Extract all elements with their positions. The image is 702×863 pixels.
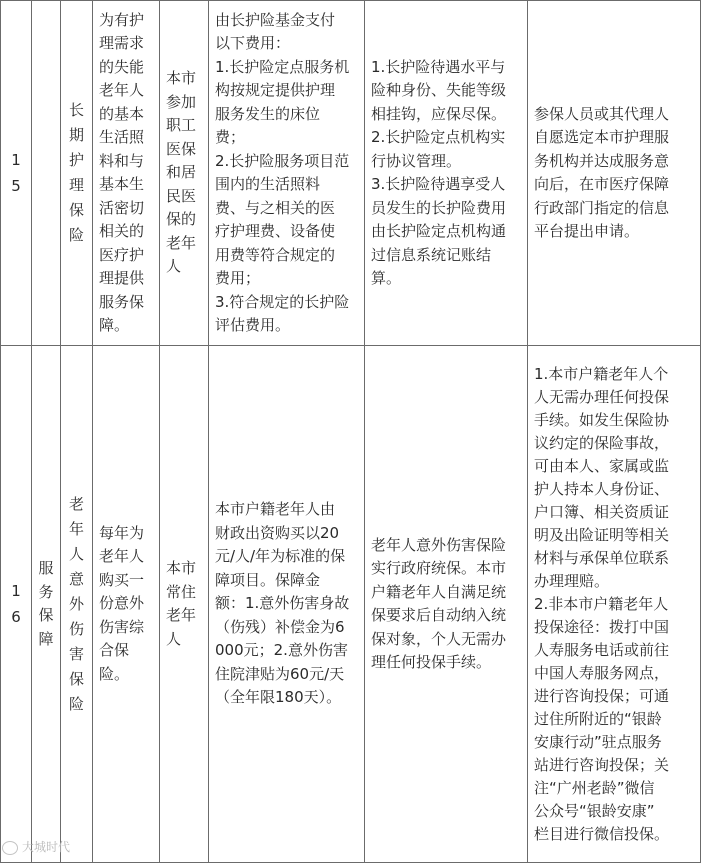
method-text: 参保人员或其代理人 自愿选定本市护理服 务机构并达成服务意 向后，在市医疗保障 行政部门指定的信息 平台提出申请。 bbox=[528, 1, 701, 346]
watermark bbox=[2, 838, 70, 855]
policy-text: 老年人意外伤害保险 实行政府统保。本市 户籍老年人自满足统 保要求后自动纳入统 保对象，个人无需办 理任何投保手续。 bbox=[365, 346, 528, 863]
row-category: 服 务 保 障 bbox=[32, 346, 61, 863]
target-group: 本市 参加 职工 医保 和居 民医 保的 老年 人 bbox=[160, 1, 209, 346]
weibo-icon bbox=[2, 841, 18, 855]
service-content: 为有护 理需求 的失能 老年人 的基本 生活照 料和与 基本生 活密切 相关的 医疗护 理提供 服务保 障。 bbox=[93, 1, 160, 346]
policy-text: 1.长护险待遇水平与 险种身份、失能等级 相挂钩，应保尽保。 2.长护险定点机构实 行协议管理。 3.长护险待遇享受人 员发生的长护险费用 由长护险定点机构通 过信息系统记账结 算。 bbox=[365, 1, 528, 346]
item-name: 长 期 护 理 保 险 bbox=[61, 1, 93, 346]
watermark-text: 大城时代 bbox=[22, 840, 71, 854]
standard-text: 本市户籍老年人由 财政出资购买以20 元/人/年为标准的保 障项目。保障金 额：1.意外伤害身故 （伤残）补偿金为6 000元；2.意外伤害 住院津贴为60元/天 （全年限180天）。 bbox=[209, 346, 365, 863]
table-row bbox=[1, 1, 701, 346]
method-text: 1.本市户籍老年人个 人无需办理任何投保 手续。如发生保险协 议约定的保险事故， 可由本人、家属或监 护人持本人身份证、 户口簿、相关资质证 明及出险证明等相关 材料与承保单位联系 办理理赔。 2.非本市户籍老年人 投保途径：拨打中国 人寿服务电话或前往 中国人寿服务网点， 进行咨询投保；可通 过住所附近的“银龄 安康行动”驻点服务 站进行咨询投保；关 注“广州老龄”微信 公众号“银龄安康” 栏目进行微信投保。 bbox=[528, 346, 701, 863]
standard-text: 由长护险基金支付 以下费用： 1.长护险定点服务机 构按规定提供护理 服务发生的床位 费； 2.长护险服务项目范 围内的生活照料 费、与之相关的医 疗护理费、设备使 用费等符合规定的 费用； 3.符合规定的长护险 评估费用。 bbox=[209, 1, 365, 346]
row-number: 1 5 bbox=[1, 1, 32, 346]
target-group: 本市 常住 老年 人 bbox=[160, 346, 209, 863]
row-category bbox=[32, 1, 61, 346]
service-content: 每年为 老年人 购买一 份意外 伤害综 合保 险。 bbox=[93, 346, 160, 863]
table-row bbox=[1, 346, 701, 863]
item-name: 老 年 人 意 外 伤 害 保 险 bbox=[61, 346, 93, 863]
row-number: 1 6 bbox=[1, 346, 32, 863]
